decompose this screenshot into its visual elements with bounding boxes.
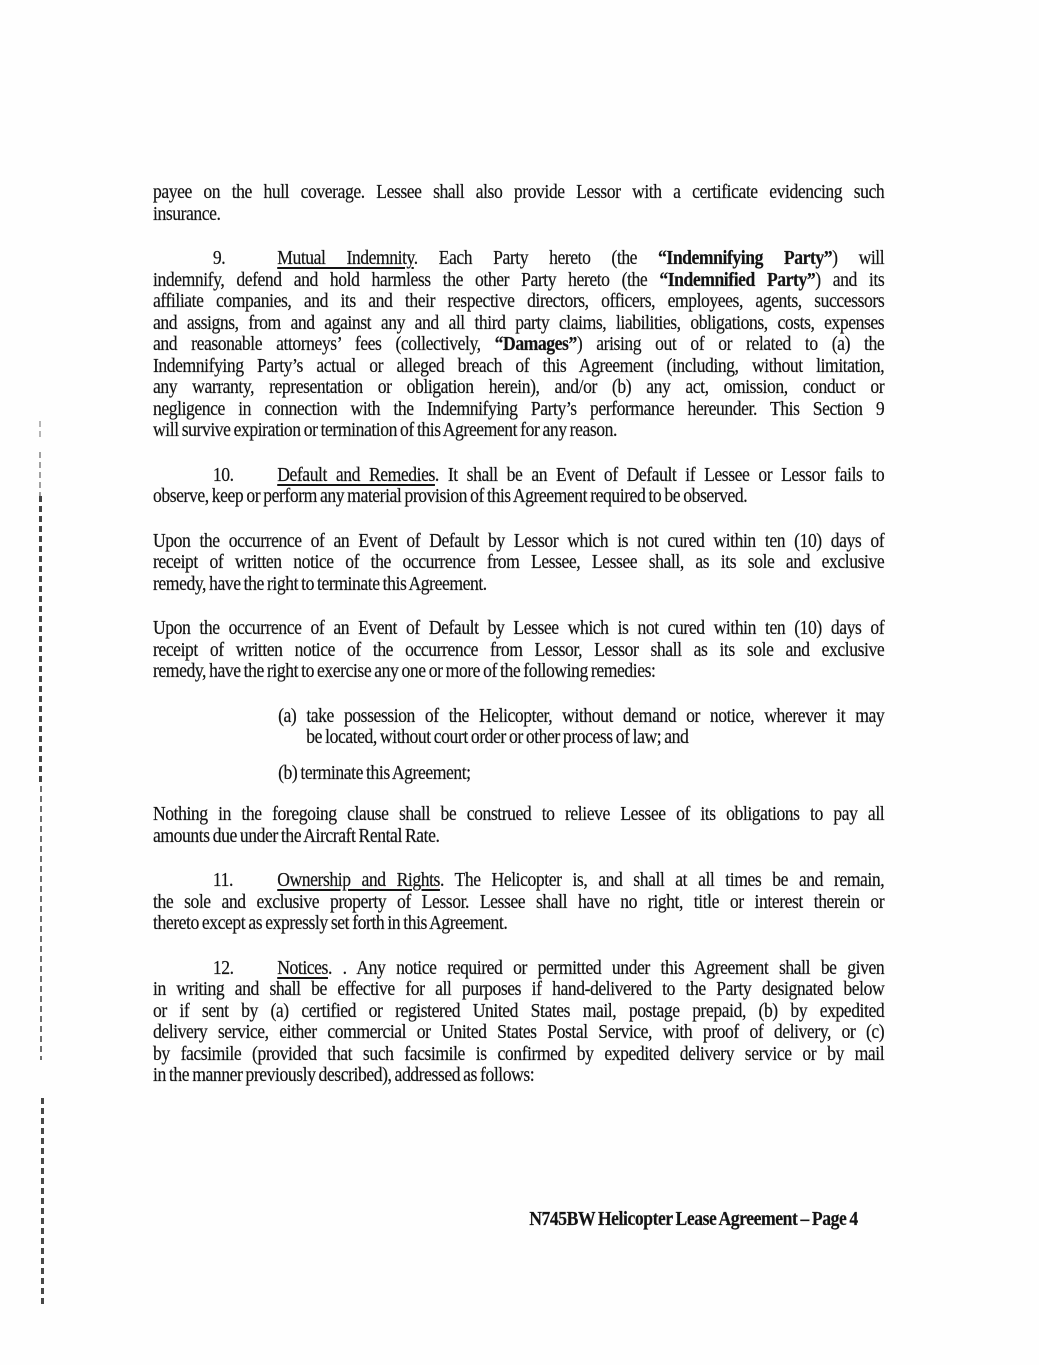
paragraph-default-by-lessee xyxy=(153,618,884,683)
body-text: “Indemnifying Party” xyxy=(658,247,833,269)
body-text: (b) terminate this Agreement; xyxy=(278,761,471,784)
section-10-default-and-remedies xyxy=(153,465,884,508)
body-text: “Indemnified Party” xyxy=(659,268,816,291)
body-text: 9. xyxy=(212,247,226,269)
body-text: by facsimile (provided that such facsimile is confirmed by expedited delivery service or by mail xyxy=(153,1042,885,1065)
body-text: affiliate companies, and its and their respective directors, officers, employees, agents, successors xyxy=(153,290,885,312)
body-text: remedy, have the right to terminate this Agreement. xyxy=(153,572,487,595)
body-text: be located, without court order or other process of law; and xyxy=(306,726,689,748)
body-text: thereto except as expressly set forth in this Agreement. xyxy=(153,912,508,934)
body-text: in writing and shall be effective for all purposes if hand-delivered to the Party designated below xyxy=(153,978,885,1000)
scan-artifact-line xyxy=(41,1098,44,1304)
body-text: receipt of written notice of the occurrence from Lessor, Lessor shall as its sole and exclusive xyxy=(153,638,885,661)
section-11-ownership-and-rights xyxy=(153,870,884,935)
section-9-mutual-indemnity xyxy=(153,248,884,442)
body-text: observe, keep or perform any material provision of this Agreement required to be observed. xyxy=(153,485,748,507)
section-heading-text: Ownership and Rights xyxy=(277,869,440,891)
body-text: “Damages” xyxy=(494,333,577,355)
page-footer: N745BW Helicopter Lease Agreement – Page 4 xyxy=(529,1207,858,1230)
body-text: indemnify, defend and hold harmless the other Party hereto (the xyxy=(153,268,660,291)
body-text: negligence in connection with the Indemnifying Party’s performance hereunder. This Section 9 xyxy=(153,397,885,420)
list-item-b-terminate xyxy=(153,763,884,785)
body-text: will survive expiration or termination of this Agreement for any reason. xyxy=(153,419,617,441)
body-text: payee on the hull coverage. Lessee shall also provide Lessor with a certificate evidencing such xyxy=(153,181,885,203)
scan-artifact-line xyxy=(39,452,41,496)
body-text: or if sent by (a) certified or registered United States mail, postage prepaid, (b) by expedited xyxy=(153,999,885,1022)
body-text: . The Helicopter is, and shall at all times be and remain, xyxy=(439,869,885,891)
section-heading-text: Notices xyxy=(277,956,328,979)
list-item-a-take-possession xyxy=(153,706,884,749)
body-text: and reasonable attorneys’ fees (collectively, xyxy=(153,333,495,355)
paragraph-default-by-lessor xyxy=(153,531,884,596)
body-text: ) will xyxy=(832,247,885,269)
body-text: . . Any notice required or permitted under this Agreement shall be given xyxy=(327,956,885,979)
scan-artifact-line xyxy=(39,421,41,439)
body-text: 10. xyxy=(212,463,234,486)
body-text: ) arising out of or related to (a) the xyxy=(576,333,885,355)
body-text: 11. xyxy=(212,869,233,891)
body-text: insurance. xyxy=(153,202,221,225)
body-text: Upon the occurrence of an Event of Default by Lessee which is not cured within ten (10) days of xyxy=(153,617,885,639)
body-text: Nothing in the foregoing clause shall be construed to relieve Lessee of its obligations to pay all xyxy=(153,803,885,825)
body-text: ) and its xyxy=(815,268,885,291)
body-text: Indemnifying Party’s actual or alleged breach of this Agreement (including, without limitation, xyxy=(153,354,885,377)
body-text: amounts due under the Aircraft Rental Rate. xyxy=(153,824,440,847)
body-text: Upon the occurrence of an Event of Default by Lessor which is not cured within ten (10) days of xyxy=(153,529,885,552)
body-text: the sole and exclusive property of Lessor. Lessee shall have no right, title or interest therein or xyxy=(153,890,885,913)
paragraph-nothing-foregoing xyxy=(153,804,884,847)
document-body xyxy=(153,182,884,1230)
section-heading-text: Default and Remedies xyxy=(277,463,435,486)
section-12-notices xyxy=(153,958,884,1087)
scan-artifact-line xyxy=(40,786,42,1060)
body-text: delivery service, either commercial or United States Postal Service, with proof of delivery, or (c) xyxy=(153,1021,885,1043)
body-text: remedy, have the right to exercise any one or more of the following remedies: xyxy=(153,660,656,682)
section-heading-text: Mutual Indemnity xyxy=(277,247,414,269)
body-text: receipt of written notice of the occurrence from Lessee, Lessee shall, as its sole and exclusive xyxy=(153,551,885,573)
body-text: . Each Party hereto (the xyxy=(413,247,659,269)
body-text: . It shall be an Event of Default if Lessee or Lessor fails to xyxy=(434,463,885,486)
paragraph-hull-coverage-insurance xyxy=(153,182,884,225)
body-text: in the manner previously described), addressed as follows: xyxy=(153,1064,535,1086)
body-text: any warranty, representation or obligation herein), and/or (b) any act, omission, conduct or xyxy=(153,376,885,398)
body-text: and assigns, from and against any and all third party claims, liabilities, obligations, costs, expenses xyxy=(153,311,885,334)
body-text: 12. xyxy=(212,956,234,979)
scan-artifact-line xyxy=(39,496,42,786)
body-text: (a) take possession of the Helicopter, without demand or notice, wherever it may xyxy=(278,704,885,727)
